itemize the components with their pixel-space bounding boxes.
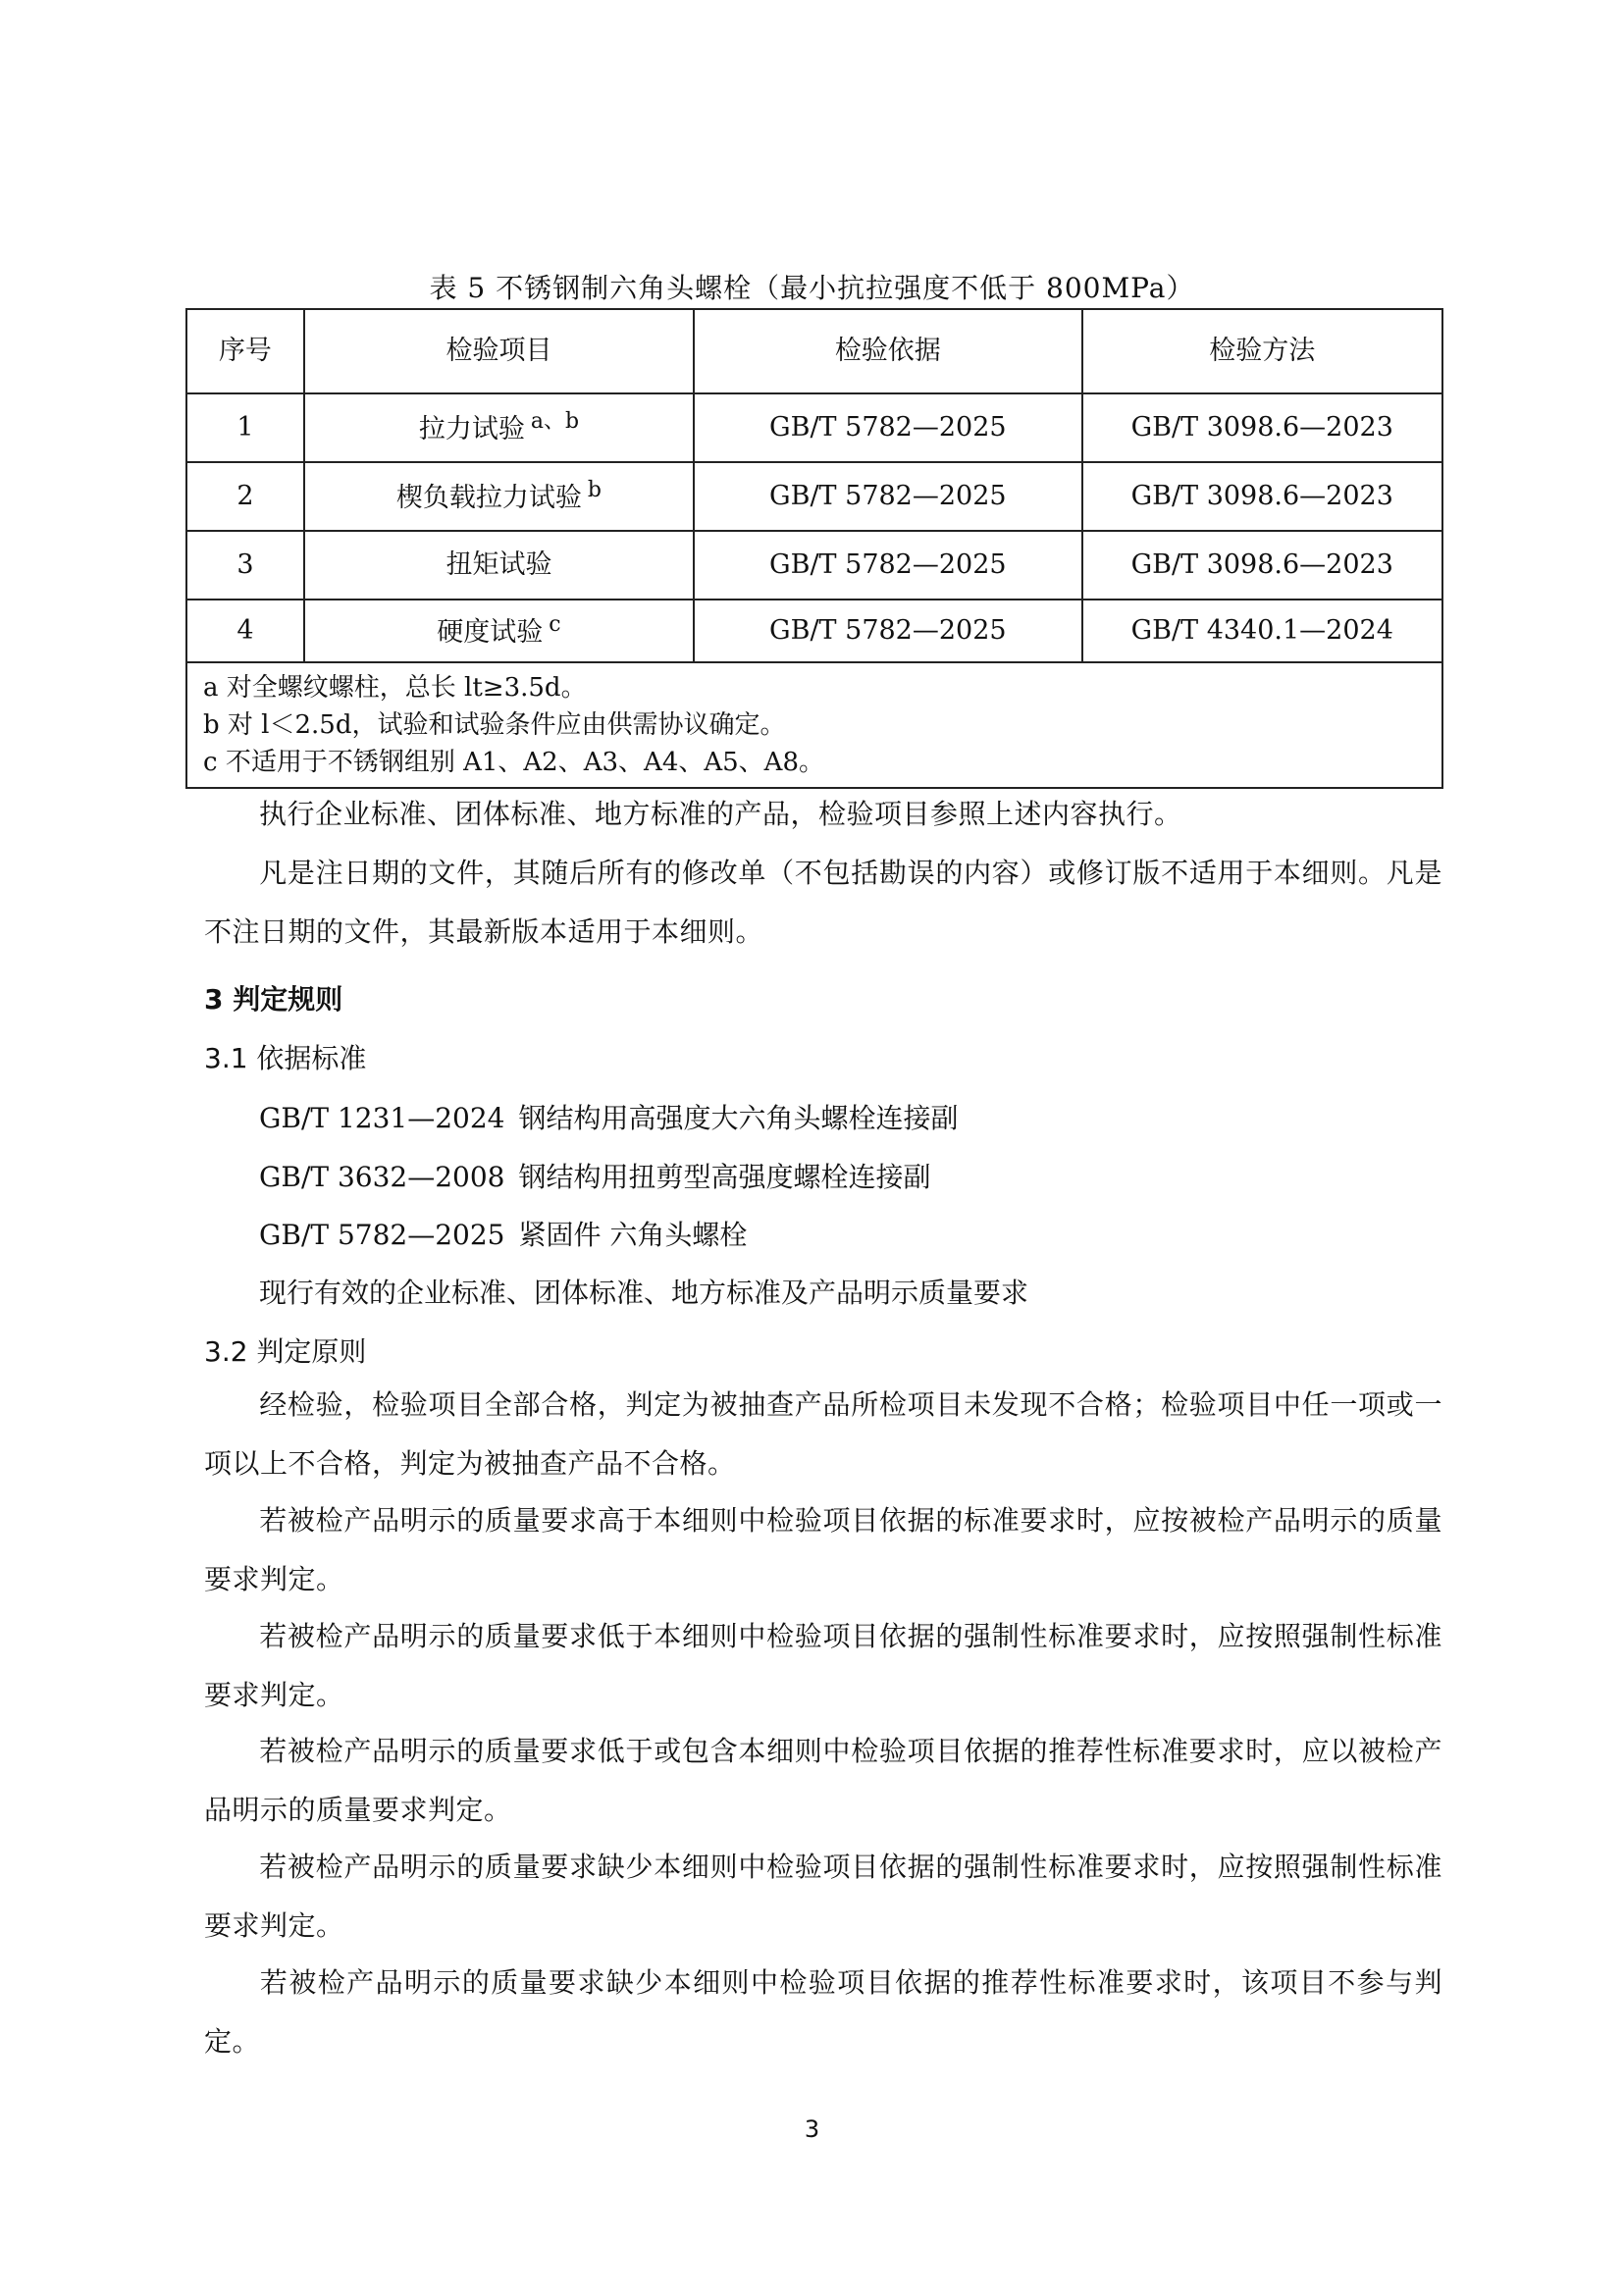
standard-item bbox=[259, 1156, 930, 1195]
rule-paragraph bbox=[204, 1491, 1442, 1609]
rule-text: 若被检产品明示的质量要求缺少本细则中检验项目依据的强制性标准要求时，应按照强制性标准要求判定。 bbox=[204, 1851, 1442, 1942]
cell-method: GB/T 3098.6—2023 bbox=[1082, 531, 1443, 600]
standard-code: GB/T 1231—2024 bbox=[259, 1102, 505, 1134]
cell-item bbox=[304, 462, 694, 531]
cell-basis: GB/T 5782—2025 bbox=[694, 393, 1081, 462]
page-number: 3 bbox=[804, 2115, 820, 2143]
rule-paragraph bbox=[204, 1376, 1442, 1493]
table-note: a 对全螺纹螺柱，总长 lt≥3.5d。 bbox=[203, 673, 587, 703]
rule-paragraph bbox=[204, 1838, 1442, 1956]
cell-no: 1 bbox=[186, 393, 304, 462]
table-row bbox=[186, 531, 1442, 600]
item-text: 硬度试验 bbox=[437, 617, 544, 649]
table-notes-row bbox=[186, 662, 1442, 788]
rule-paragraph bbox=[204, 1607, 1442, 1725]
item-text: 拉力试验 bbox=[418, 414, 525, 445]
rule-text: 若被检产品明示的质量要求高于本细则中检验项目依据的标准要求时，应按被检产品明示的质量要求判定。 bbox=[204, 1504, 1442, 1595]
cell-basis: GB/T 5782—2025 bbox=[694, 600, 1081, 662]
rule-text: 若被检产品明示的质量要求低于或包含本细则中检验项目依据的推荐性标准要求时，应以被检产品明示的质量要求判定。 bbox=[204, 1735, 1442, 1826]
header-method: 检验方法 bbox=[1082, 309, 1443, 393]
paragraph-text: 执行企业标准、团体标准、地方标准的产品，检验项目参照上述内容执行。 bbox=[259, 798, 1182, 830]
cell-item bbox=[304, 531, 694, 600]
rule-text: 若被检产品明示的质量要求低于本细则中检验项目依据的强制性标准要求时，应按照强制性标准要求判定。 bbox=[204, 1620, 1442, 1711]
table-caption: 表 5 不锈钢制六角头螺栓（最小抗拉强度不低于 800MPa） bbox=[429, 272, 1195, 304]
cell-item bbox=[304, 600, 694, 662]
standard-item bbox=[259, 1097, 958, 1136]
table-note: c 不适用于不锈钢组别 A1、A2、A3、A4、A5、A8。 bbox=[203, 748, 825, 777]
cell-method: GB/T 3098.6—2023 bbox=[1082, 462, 1443, 531]
cell-basis: GB/T 5782—2025 bbox=[694, 531, 1081, 600]
rule-text: 若被检产品明示的质量要求缺少本细则中检验项目依据的推荐性标准要求时，该项目不参与判定。 bbox=[204, 1966, 1442, 2058]
table-header-row bbox=[186, 309, 1442, 393]
standard-code: GB/T 5782—2025 bbox=[259, 1219, 505, 1251]
subsection-heading: 3.1 依据标准 bbox=[204, 1042, 367, 1074]
rule-text: 经检验，检验项目全部合格，判定为被抽查产品所检项目未发现不合格；检验项目中任一项或一项以上不合格，判定为被抽查产品不合格。 bbox=[204, 1388, 1442, 1480]
standard-code: GB/T 3632—2008 bbox=[259, 1161, 505, 1193]
footnote-mark: b bbox=[587, 478, 602, 503]
cell-no: 4 bbox=[186, 600, 304, 662]
footnote-mark: c bbox=[549, 612, 561, 638]
standard-extra: 现行有效的企业标准、团体标准、地方标准及产品明示质量要求 bbox=[259, 1277, 1029, 1309]
cell-no: 2 bbox=[186, 462, 304, 531]
cell-method: GB/T 4340.1—2024 bbox=[1082, 600, 1443, 662]
rule-paragraph bbox=[204, 1954, 1442, 2071]
cell-basis: GB/T 5782—2025 bbox=[694, 462, 1081, 531]
inspection-table bbox=[185, 308, 1443, 789]
table-row bbox=[186, 393, 1442, 462]
cell-item bbox=[304, 393, 694, 462]
table-note: b 对 l＜2.5d，试验和试验条件应由供需协议确定。 bbox=[203, 710, 786, 740]
standard-name: 钢结构用扭剪型高强度螺栓连接副 bbox=[518, 1161, 931, 1193]
footnote-mark: a、b bbox=[530, 409, 580, 435]
paragraph-text: 凡是注日期的文件，其随后所有的修改单（不包括勘误的内容）或修订版不适用于本细则。凡是不注日期的文件，其最新版本适用于本细则。 bbox=[204, 857, 1442, 948]
header-basis: 检验依据 bbox=[694, 309, 1081, 393]
item-text: 楔负载拉力试验 bbox=[395, 483, 582, 514]
cell-no: 3 bbox=[186, 531, 304, 600]
paragraph bbox=[204, 844, 1442, 962]
table-row bbox=[186, 462, 1442, 531]
section-heading: 3 判定规则 bbox=[204, 983, 343, 1016]
header-no: 序号 bbox=[186, 309, 304, 393]
paragraph bbox=[204, 785, 1442, 844]
standard-name: 钢结构用高强度大六角头螺栓连接副 bbox=[518, 1102, 959, 1134]
cell-method: GB/T 3098.6—2023 bbox=[1082, 393, 1443, 462]
header-item: 检验项目 bbox=[304, 309, 694, 393]
table-notes bbox=[186, 662, 1442, 788]
subsection-heading: 3.2 判定原则 bbox=[204, 1335, 367, 1368]
standard-item bbox=[259, 1214, 747, 1253]
standard-name: 紧固件 六角头螺栓 bbox=[518, 1219, 748, 1251]
table-row bbox=[186, 600, 1442, 662]
rule-paragraph bbox=[204, 1722, 1442, 1840]
item-text: 扭矩试验 bbox=[445, 548, 552, 580]
